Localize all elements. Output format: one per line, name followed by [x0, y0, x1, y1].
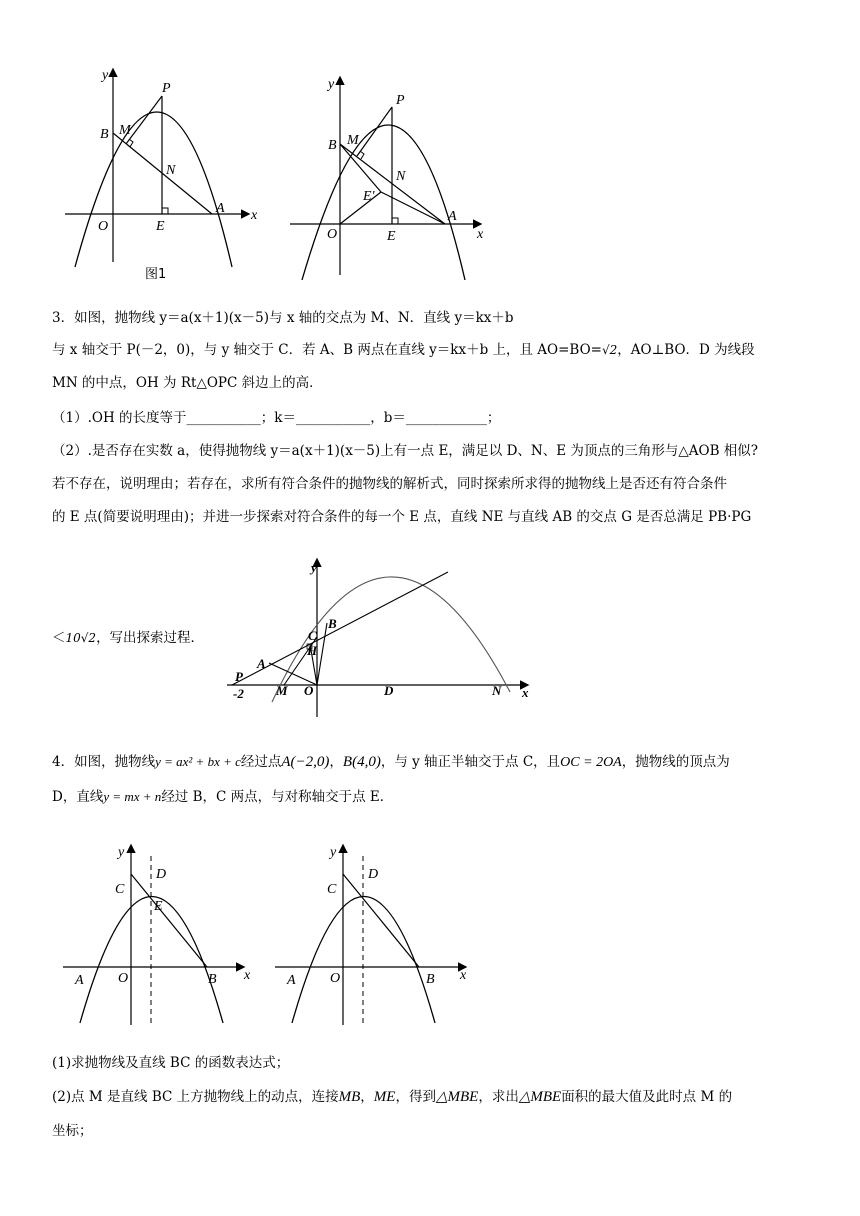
right-angle-M	[360, 151, 364, 159]
oc-equation: OC = 2OA	[560, 755, 622, 770]
figure-1-left	[60, 62, 260, 287]
q4-sub-2d: 面积的最大值及此时点 M 的	[561, 1089, 733, 1105]
label-A: A	[448, 209, 457, 224]
sqrt2: √2	[601, 343, 618, 357]
figure-q4-left	[58, 838, 258, 1028]
segment-CB	[131, 874, 207, 967]
right-angle-E	[162, 208, 168, 214]
parabola-equation: y = ax² + bx + c	[155, 754, 241, 769]
point-A: A(−2,0)	[281, 754, 330, 770]
q3-line-6: 若不存在，说明理由；若存在，求所有符合条件的抛物线的解析式，同时探索所求得的抛物线上是否还有符合条件	[52, 476, 727, 492]
label-P: P	[396, 93, 405, 108]
label-O: O	[118, 971, 129, 986]
label-minus-2: -2	[233, 686, 244, 701]
label-O: O	[327, 227, 338, 242]
q4-sub-3: 坐标；	[52, 1123, 93, 1139]
q4-line-1: 4．如图，抛物线y = ax² + bx + c经过点A(−2,0)，B(4,0)，与 y 轴正半轴交于点 C，且OC = 2OA，抛物线的顶点为	[52, 754, 730, 770]
label-B: B	[426, 972, 435, 987]
label-D: D	[384, 683, 394, 698]
label-P: P	[162, 81, 171, 96]
q4-line-1c: ，与 y 轴正半轴交于点 C，且	[380, 754, 561, 770]
label-C: C	[115, 882, 125, 897]
label-B: B	[328, 138, 337, 153]
label-x: x	[477, 227, 484, 242]
point-B: B(4,0)	[342, 754, 381, 770]
label-y: y	[330, 845, 337, 860]
label-O: O	[98, 219, 109, 234]
segment-PM	[357, 107, 392, 156]
q3-line-8	[52, 628, 204, 648]
segment-MB: MB	[338, 1089, 361, 1105]
label-y: y	[311, 560, 317, 575]
figure-q3	[222, 552, 542, 722]
q4-line-1d: ，抛物线的顶点为	[621, 754, 730, 770]
label-A: A	[287, 973, 296, 988]
label-x: x	[522, 685, 529, 700]
label-C: C	[308, 628, 317, 643]
label-A: A	[75, 973, 84, 988]
q4-sub-2b: ，得到	[395, 1089, 436, 1105]
segment-PM	[126, 96, 162, 144]
label-M: M	[119, 123, 131, 138]
label-C: C	[327, 882, 337, 897]
segment-OA	[269, 663, 317, 685]
q3-line-7: 的 E 点(简要说明理由)；并进一步探索对符合条件的每一个 E 点，直线 NE 与直线 AB 的交点 G 是否总满足 PB·PG	[52, 509, 752, 525]
label-N: N	[396, 169, 406, 184]
label-y: y	[102, 68, 109, 83]
label-D: D	[368, 867, 379, 882]
figure-caption: 图1	[145, 267, 167, 282]
label-A: A	[216, 201, 225, 216]
label-B: B	[208, 972, 217, 987]
right-angle-E	[392, 218, 398, 224]
q3-line-4: （1）.OH 的长度等于___________；k＝___________，b＝____________；	[52, 410, 501, 426]
q4-sub-1: (1)求抛物线及直线 BC 的函数表达式；	[52, 1055, 290, 1071]
q3-line-1: 3．如图，抛物线 y＝a(x＋1)(x－5)与 x 轴的交点为 M、N．直线 y＝kx＋b	[52, 310, 514, 326]
label-B: B	[328, 616, 337, 631]
label-E-prime: E'	[363, 189, 375, 204]
label-N: N	[166, 163, 176, 178]
segment-E2A	[381, 192, 445, 224]
label-x: x	[251, 208, 258, 223]
line-equation: y = mx + n	[103, 789, 162, 804]
q3-line-8c: ，写出探索过程．	[96, 630, 205, 646]
label-x: x	[244, 968, 251, 983]
figure-1-right	[285, 70, 495, 285]
q3-line-3: MN 的中点，OH 为 Rt△OPC 斜边上的高．	[52, 375, 323, 391]
label-O: O	[330, 971, 341, 986]
label-M: M	[347, 133, 359, 148]
label-M: M	[276, 683, 288, 698]
label-E: E	[156, 219, 165, 234]
q4-sub-2c: ，求出	[478, 1089, 519, 1105]
q4-line-2b: 经过 B，C 两点，与对称轴交于点 E．	[161, 789, 394, 805]
segment-OE2	[340, 192, 381, 224]
label-y: y	[328, 77, 335, 92]
label-H: H	[307, 643, 318, 658]
parabola	[75, 112, 232, 267]
label-E: E	[154, 899, 163, 914]
label-O: O	[304, 683, 314, 698]
ten-sqrt2: 10√2	[65, 631, 97, 645]
parabola	[302, 125, 465, 280]
q3-line-5: （2）.是否存在实数 a，使得抛物线 y＝a(x＋1)(x－5)上有一点 E，满足以 D、N、E 为顶点的三角形与△AOB 相似?	[52, 443, 759, 459]
q3-line-2a: 与 x 轴交于 P(－2，0)，与 y 轴交于 C．若 A、B 两点在直线 y＝kx＋b 上，且 AO=BO=	[52, 342, 602, 358]
label-N: N	[492, 683, 502, 698]
triangle-MBE-2: △MBE	[518, 1089, 562, 1105]
triangle-MBE: △MBE	[435, 1089, 479, 1105]
label-D: D	[156, 867, 167, 882]
label-y: y	[118, 845, 125, 860]
label-A: A	[257, 656, 266, 671]
q4-line-2	[52, 787, 393, 807]
segment-OB	[317, 623, 327, 685]
segment-CB	[343, 874, 419, 967]
q4-line-1b: 经过点	[240, 754, 282, 770]
label-x: x	[460, 968, 467, 983]
label-E: E	[387, 229, 396, 244]
q3-line-2b: ，AO⊥BO．D 为线段	[617, 342, 755, 358]
figure-q4-right	[270, 838, 475, 1028]
q3-line-2	[52, 340, 755, 360]
q4-sub-2a: (2)点 M 是直线 BC 上方抛物线上的动点，连接	[52, 1089, 339, 1105]
segment-ME: ME	[373, 1089, 396, 1105]
label-B: B	[100, 127, 109, 142]
q4-sub-2: (2)点 M 是直线 BC 上方抛物线上的动点，连接MB，ME，得到△MBE，求出△MBE面积的最大值及此时点 M 的	[52, 1089, 733, 1105]
q4-line-1a: 4．如图，抛物线	[52, 754, 156, 770]
label-P: P	[235, 669, 243, 684]
less-than: ＜	[52, 630, 66, 646]
q4-line-2a: D，直线	[52, 789, 104, 805]
